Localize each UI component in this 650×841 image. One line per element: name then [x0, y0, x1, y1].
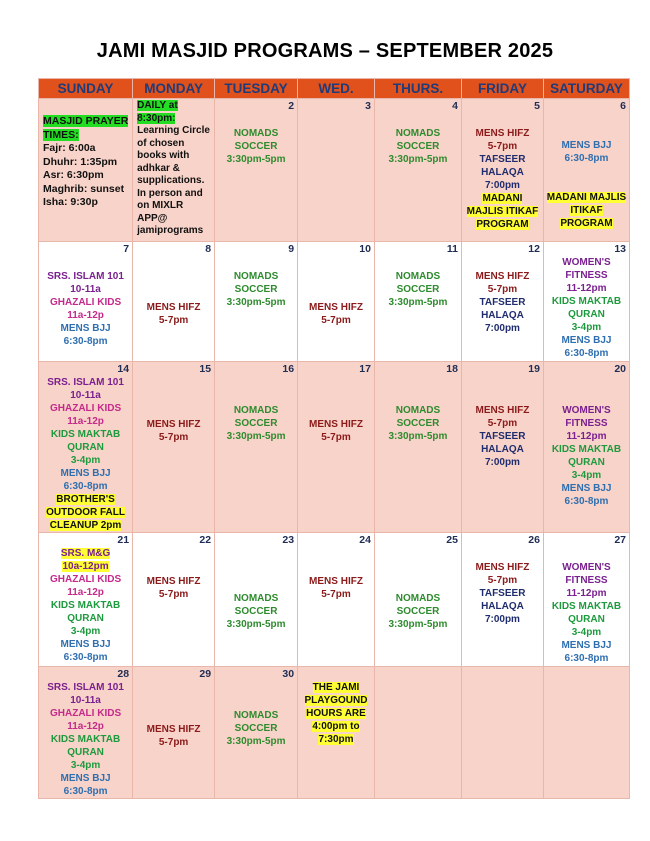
- day-number: 17: [359, 363, 371, 375]
- week-row-2: [39, 242, 630, 362]
- week-row-3: [39, 362, 630, 533]
- day-number: 13: [614, 243, 626, 255]
- day-cell: [39, 667, 133, 799]
- event-line: NOMADS: [233, 593, 279, 604]
- event-line: MENS BJJ: [60, 639, 111, 650]
- day-number: 22: [199, 534, 212, 546]
- day-cell: [215, 99, 298, 242]
- event-line: NOMADS: [233, 128, 279, 139]
- event-line: WOMEN'S: [562, 405, 611, 416]
- event-line: HALAQA: [481, 444, 524, 455]
- event-line: 10a-12pm: [62, 561, 109, 572]
- day-cell: [39, 242, 133, 362]
- day-number: 25: [446, 534, 458, 546]
- event-line: SOCCER: [234, 606, 278, 617]
- event-line: MENS HIFZ: [309, 302, 363, 313]
- event-line: SRS. ISLAM 101: [47, 377, 124, 388]
- event-line: GHAZALI KIDS: [50, 574, 122, 585]
- prayer-fajr: Fajr: 6:00a: [43, 142, 96, 154]
- event-line: 3-4pm: [571, 470, 602, 481]
- event-line: KIDS MAKTAB: [551, 444, 622, 455]
- event-line: QURAN: [67, 613, 104, 624]
- event-line: MENS BJJ: [561, 335, 612, 346]
- day-number: 11: [446, 243, 458, 255]
- event-line: MENS HIFZ: [309, 576, 363, 587]
- header-monday: MONDAY: [133, 79, 215, 99]
- week-row-1: [39, 99, 630, 242]
- event-line: SRS. ISLAM 101: [47, 682, 124, 693]
- event-line: NOMADS: [233, 271, 279, 282]
- event-line: MENS BJJ: [561, 640, 612, 651]
- event-line: KIDS MAKTAB: [50, 734, 121, 745]
- event-line: MENS HIFZ: [146, 302, 201, 313]
- event-line: TAFSEER: [479, 431, 526, 442]
- event-line: MADANI MAJLIS ITIKAF PROGRAM: [546, 192, 627, 229]
- event-line: 3-4pm: [571, 627, 602, 638]
- event-line: MENS HIFZ: [475, 128, 530, 139]
- event-line: 3:30pm-5pm: [388, 297, 448, 308]
- prayer-asr: Asr: 6:30pm: [43, 169, 104, 181]
- event-line: SRS. M&G: [60, 548, 111, 559]
- day-number: 15: [199, 363, 212, 375]
- event-line: 5-7pm: [158, 589, 189, 600]
- header-saturday: SATURDAY: [543, 79, 629, 99]
- event-line: BROTHER'S OUTDOOR FALL CLEANUP 2pm: [46, 494, 125, 531]
- day-number: 29: [199, 668, 212, 680]
- event-line: SOCCER: [396, 418, 440, 429]
- event-line: 11-12pm: [566, 283, 607, 294]
- day-cell: [39, 99, 133, 242]
- day-cell: [543, 99, 629, 242]
- event-line: 5-7pm: [321, 432, 351, 443]
- prayer-dhuhr: Dhuhr: 1:35pm: [43, 155, 118, 168]
- day-cell: [215, 667, 298, 799]
- day-cell: [374, 362, 461, 533]
- day-cell: [133, 362, 215, 533]
- day-cell: [374, 242, 461, 362]
- day-number: 8: [205, 243, 212, 255]
- event-line: KIDS MAKTAB: [551, 601, 622, 612]
- event-line: FITNESS: [565, 575, 608, 586]
- event-line: 3:30pm-5pm: [388, 619, 448, 630]
- day-cell: [133, 242, 215, 362]
- event-line: QURAN: [568, 457, 605, 468]
- day-number: 24: [359, 534, 371, 546]
- event-line: NOMADS: [233, 710, 279, 721]
- day-cell: [298, 362, 375, 533]
- day-cell: [39, 362, 133, 533]
- event-line: QURAN: [568, 614, 605, 625]
- event-line: WOMEN'S: [562, 257, 611, 268]
- event-line: 11a-12p: [67, 310, 104, 321]
- day-cell: [543, 533, 629, 667]
- day-cell: [298, 242, 375, 362]
- event-line: HALAQA: [481, 167, 524, 178]
- day-cell: [374, 99, 461, 242]
- day-number: 14: [117, 363, 130, 375]
- day-number: 12: [528, 243, 540, 255]
- event-line: 11a-12p: [67, 587, 104, 598]
- playground-hours-note: THE JAMI PLAYGOUND HOURS ARE 4:00pm to 7:30pm: [304, 682, 368, 745]
- day-cell: [215, 362, 298, 533]
- event-line: MENS BJJ: [60, 773, 111, 784]
- event-line: 5-7pm: [487, 141, 518, 152]
- day-cell: [461, 533, 543, 667]
- day-cell: [461, 362, 543, 533]
- day-cell: [461, 242, 543, 362]
- day-cell: [39, 533, 133, 667]
- calendar-table: [38, 78, 630, 799]
- header-thursday: THURS.: [374, 79, 461, 99]
- event-line: FITNESS: [565, 418, 608, 429]
- empty-day-cell: [461, 667, 543, 799]
- event-line: 5-7pm: [158, 315, 189, 326]
- header-friday: FRIDAY: [461, 79, 543, 99]
- event-line: MENS HIFZ: [146, 419, 201, 430]
- header-sunday: SUNDAY: [39, 79, 133, 99]
- day-number: 2: [288, 100, 295, 112]
- event-line: 6:30-8pm: [63, 336, 108, 347]
- day-cell: [461, 99, 543, 242]
- event-line: 11a-12p: [67, 721, 104, 732]
- event-line: HALAQA: [481, 310, 524, 321]
- event-line: NOMADS: [233, 405, 279, 416]
- event-line: SOCCER: [234, 418, 278, 429]
- event-line: MADANI MAJLIS ITIKAF PROGRAM: [466, 193, 539, 230]
- event-line: QURAN: [67, 747, 104, 758]
- week-row-4: [39, 533, 630, 667]
- event-line: NOMADS: [395, 593, 441, 604]
- event-line: SOCCER: [234, 723, 278, 734]
- day-cell: [133, 533, 215, 667]
- event-line: 5-7pm: [487, 418, 518, 429]
- day-number: 16: [282, 363, 295, 375]
- event-line: 3-4pm: [571, 322, 602, 333]
- prayer-maghrib: Maghrib: sunset: [43, 182, 125, 195]
- event-line: 11a-12p: [67, 416, 104, 427]
- event-line: GHAZALI KIDS: [50, 403, 122, 414]
- event-line: 5-7pm: [158, 737, 189, 748]
- event-line: 3:30pm-5pm: [226, 619, 286, 630]
- day-number: 28: [117, 668, 130, 680]
- day-number: 10: [359, 243, 371, 255]
- event-line: 6:30-8pm: [63, 652, 108, 663]
- event-line: KIDS MAKTAB: [50, 600, 121, 611]
- event-line: TAFSEER: [479, 588, 526, 599]
- event-line: WOMEN'S: [562, 562, 611, 573]
- daily-program-heading: DAILY at 8:30pm:: [137, 100, 178, 124]
- daily-program-description: Learning Circle of chosen books with adhkar & supplications. In person and on MIXLR APP@ jamiprograms: [137, 125, 210, 236]
- event-line: 7:00pm: [484, 180, 520, 191]
- event-line: 3-4pm: [70, 455, 101, 466]
- day-cell: [298, 533, 375, 667]
- day-number: 18: [446, 363, 458, 375]
- day-cell: [298, 99, 375, 242]
- event-line: 3:30pm-5pm: [388, 154, 448, 165]
- day-cell: [298, 667, 375, 799]
- event-line: SOCCER: [234, 141, 278, 152]
- empty-day-cell: [374, 667, 461, 799]
- day-cell: [133, 99, 215, 242]
- event-line: 3:30pm-5pm: [226, 736, 286, 747]
- event-line: KIDS MAKTAB: [50, 429, 121, 440]
- event-line: MENS HIFZ: [309, 419, 363, 430]
- event-line: 5-7pm: [321, 315, 351, 326]
- event-line: MENS HIFZ: [475, 562, 530, 573]
- prayer-isha: Isha: 9:30p: [43, 196, 98, 208]
- prayer-times-title: MASJID PRAYER TIMES:: [43, 115, 129, 141]
- weekday-header-row: [39, 79, 630, 99]
- event-line: 7:00pm: [484, 457, 520, 468]
- event-line: NOMADS: [395, 128, 441, 139]
- event-line: 3:30pm-5pm: [388, 431, 448, 442]
- event-line: 6:30-8pm: [564, 153, 609, 164]
- day-cell: [543, 362, 629, 533]
- event-line: 3:30pm-5pm: [226, 297, 286, 308]
- event-line: TAFSEER: [479, 297, 526, 308]
- day-cell: [543, 242, 629, 362]
- event-line: 5-7pm: [487, 575, 518, 586]
- event-line: 7:00pm: [484, 614, 520, 625]
- event-line: 11-12pm: [566, 588, 607, 599]
- event-line: 6:30-8pm: [564, 496, 609, 507]
- day-number: 30: [282, 668, 295, 680]
- day-cell: [374, 533, 461, 667]
- event-line: MENS HIFZ: [475, 405, 530, 416]
- event-line: MENS BJJ: [60, 468, 111, 479]
- event-line: MENS BJJ: [60, 323, 111, 334]
- day-number: 27: [614, 534, 626, 546]
- event-line: QURAN: [568, 309, 605, 320]
- event-line: 7:00pm: [484, 323, 520, 334]
- event-line: MENS HIFZ: [146, 576, 201, 587]
- day-number: 21: [117, 534, 130, 546]
- event-line: SOCCER: [396, 141, 440, 152]
- day-number: 7: [123, 243, 130, 255]
- event-line: SOCCER: [396, 606, 440, 617]
- day-cell: [215, 242, 298, 362]
- event-line: 6:30-8pm: [564, 653, 609, 664]
- event-line: TAFSEER: [479, 154, 526, 165]
- event-line: GHAZALI KIDS: [50, 297, 122, 308]
- event-line: MENS BJJ: [561, 483, 612, 494]
- day-number: 26: [528, 534, 540, 546]
- event-line: 10-11a: [70, 284, 101, 295]
- event-line: 3:30pm-5pm: [226, 154, 286, 165]
- day-number: 20: [614, 363, 626, 375]
- event-line: 5-7pm: [321, 589, 351, 600]
- header-tuesday: TUESDAY: [215, 79, 298, 99]
- event-line: 6:30-8pm: [63, 481, 108, 492]
- event-line: 10-11a: [70, 695, 101, 706]
- event-line: HALAQA: [481, 601, 524, 612]
- day-cell: [215, 533, 298, 667]
- event-line: 3:30pm-5pm: [226, 431, 286, 442]
- event-line: 10-11a: [70, 390, 101, 401]
- day-number: 3: [365, 100, 371, 112]
- event-line: MENS BJJ: [561, 140, 612, 151]
- event-line: FITNESS: [565, 270, 608, 281]
- event-line: 3-4pm: [70, 760, 101, 771]
- day-number: 23: [282, 534, 295, 546]
- event-line: 5-7pm: [487, 284, 518, 295]
- event-line: 3-4pm: [70, 626, 101, 637]
- day-number: 6: [620, 100, 626, 112]
- day-number: 9: [288, 243, 295, 255]
- event-line: MENS HIFZ: [475, 271, 530, 282]
- event-line: 11-12pm: [566, 431, 607, 442]
- event-line: SOCCER: [396, 284, 440, 295]
- event-line: QURAN: [67, 442, 104, 453]
- header-wednesday: WED.: [298, 79, 375, 99]
- event-line: SRS. ISLAM 101: [47, 271, 124, 282]
- empty-day-cell: [543, 667, 629, 799]
- day-cell: [133, 667, 215, 799]
- event-line: 6:30-8pm: [63, 786, 108, 797]
- event-line: SOCCER: [234, 284, 278, 295]
- day-number: 5: [534, 100, 540, 112]
- event-line: KIDS MAKTAB: [551, 296, 622, 307]
- week-row-5: [39, 667, 630, 799]
- page-title: JAMI MASJID PROGRAMS – SEPTEMBER 2025: [96, 40, 554, 62]
- day-number: 4: [452, 100, 458, 112]
- event-line: NOMADS: [395, 271, 441, 282]
- event-line: MENS HIFZ: [146, 724, 201, 735]
- event-line: 6:30-8pm: [564, 348, 609, 359]
- event-line: 5-7pm: [158, 432, 189, 443]
- day-number: 19: [528, 363, 540, 375]
- event-line: NOMADS: [395, 405, 441, 416]
- event-line: GHAZALI KIDS: [50, 708, 122, 719]
